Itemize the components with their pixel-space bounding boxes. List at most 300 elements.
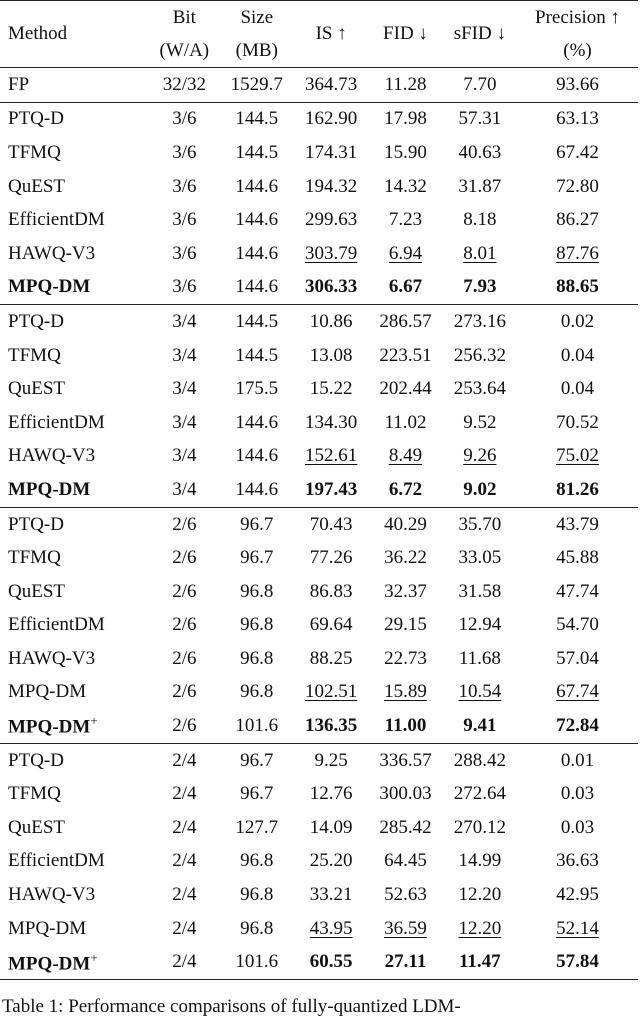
- cell-size: [220, 777, 294, 811]
- method-name: PTQ-D: [8, 749, 64, 771]
- method-name: PTQ-D: [8, 310, 64, 332]
- sfid-value: 7.93: [463, 276, 497, 298]
- cell-is: [294, 305, 368, 339]
- cell-sfid: [443, 203, 517, 237]
- cell-method: [0, 541, 149, 575]
- cell-size: [220, 878, 294, 912]
- cell-fid: [368, 507, 442, 541]
- is-value: 77.26: [309, 547, 353, 569]
- cell-fid: [368, 743, 442, 777]
- cell-size: [220, 305, 294, 339]
- cell-size: [220, 339, 294, 373]
- header-bit-unit: (W/A): [159, 39, 210, 61]
- is-value: 306.33: [305, 276, 358, 298]
- bit-value: 3/6: [172, 108, 197, 130]
- header-is: IS ↑: [294, 1, 368, 68]
- cell-method: [0, 912, 149, 946]
- bit-value: 3/4: [172, 344, 197, 366]
- is-value: 194.32: [305, 175, 358, 197]
- bit-value: 2/6: [172, 580, 197, 602]
- cell-sfid: [443, 507, 517, 541]
- cell-size: [220, 575, 294, 609]
- sfid-value: 14.99: [458, 850, 502, 872]
- table-row: [0, 912, 638, 946]
- cell-is: [294, 203, 368, 237]
- cell-is: [294, 912, 368, 946]
- cell-sfid: [443, 811, 517, 845]
- cell-size: [220, 811, 294, 845]
- table-row: [0, 203, 638, 237]
- size-value: 96.8: [240, 681, 274, 703]
- cell-is: [294, 777, 368, 811]
- is-value: 13.08: [309, 344, 353, 366]
- is-value: 10.86: [309, 310, 353, 332]
- cell-method: [0, 305, 149, 339]
- cell-sfid: [443, 305, 517, 339]
- precision-value: 0.01: [560, 749, 595, 771]
- cell-bit: [149, 777, 220, 811]
- cell-precision: [517, 339, 638, 373]
- sfid-value: 272.64: [453, 783, 506, 805]
- cell-bit: [149, 912, 220, 946]
- sfid-value: 9.26: [463, 445, 497, 467]
- method-name: HAWQ-V3: [8, 242, 96, 264]
- cell-is: [294, 339, 368, 373]
- bit-value: 3/4: [172, 478, 197, 500]
- header-precision-unit: (%): [563, 39, 592, 61]
- method-name: MPQ-DM: [8, 952, 91, 974]
- sfid-value: 40.63: [458, 141, 502, 163]
- is-value: 364.73: [305, 73, 358, 95]
- fid-value: 7.23: [388, 209, 423, 231]
- size-value: 144.6: [235, 411, 279, 433]
- cell-size: [220, 473, 294, 507]
- cell-precision: [517, 811, 638, 845]
- table-row: [0, 237, 638, 271]
- size-value: 144.6: [235, 175, 279, 197]
- cell-fid: [368, 541, 442, 575]
- precision-value: 52.14: [556, 917, 599, 939]
- cell-fid: [368, 676, 442, 710]
- header-row-1: [0, 1, 638, 35]
- cell-is: [294, 642, 368, 676]
- method-name: EfficientDM: [8, 850, 105, 872]
- cell-bit: [149, 271, 220, 305]
- cell-method: [0, 777, 149, 811]
- bit-value: 2/6: [172, 614, 197, 636]
- table-row: [0, 473, 638, 507]
- table-row: [0, 642, 638, 676]
- method-name: MPQ-DM: [8, 716, 91, 738]
- cell-size: [220, 136, 294, 170]
- bit-value: 3/6: [172, 175, 197, 197]
- cell-fid: [368, 845, 442, 879]
- method-name: QuEST: [8, 816, 65, 838]
- bit-value: 3/6: [172, 276, 197, 298]
- is-value: 152.61: [305, 445, 358, 467]
- cell-is: [294, 575, 368, 609]
- fid-value: 6.72: [388, 478, 423, 500]
- size-value: 96.7: [240, 749, 274, 771]
- cell-bit: [149, 709, 220, 743]
- precision-value: 0.03: [560, 816, 595, 838]
- precision-value: 87.76: [556, 242, 599, 264]
- fid-value: 11.02: [384, 411, 427, 433]
- cell-precision: [517, 642, 638, 676]
- size-value: 101.6: [235, 951, 279, 973]
- cell-is: [294, 440, 368, 474]
- sfid-value: 9.52: [463, 411, 497, 433]
- precision-value: 47.74: [556, 580, 599, 602]
- is-value: 33.21: [309, 884, 353, 906]
- cell-bit: [149, 575, 220, 609]
- table-row: [0, 811, 638, 845]
- is-value: 134.30: [305, 411, 358, 433]
- cell-precision: [517, 271, 638, 305]
- bit-value: 3/6: [172, 141, 197, 163]
- cell-size: [220, 68, 294, 103]
- fid-value: 27.11: [384, 951, 427, 973]
- precision-value: 86.27: [556, 209, 599, 231]
- fid-value: 300.03: [379, 783, 432, 805]
- fid-value: 11.28: [384, 73, 427, 95]
- table-row: [0, 170, 638, 204]
- header-size-unit: (MB): [235, 39, 278, 61]
- cell-bit: [149, 170, 220, 204]
- cell-is: [294, 102, 368, 136]
- precision-value: 72.84: [556, 715, 599, 737]
- cell-fid: [368, 203, 442, 237]
- size-value: 144.6: [235, 242, 279, 264]
- cell-bit: [149, 676, 220, 710]
- size-value: 144.6: [235, 276, 279, 298]
- bit-value: 2/4: [172, 816, 197, 838]
- method-name: MPQ-DM: [8, 917, 87, 939]
- precision-value: 0.04: [560, 344, 595, 366]
- cell-fid: [368, 136, 442, 170]
- is-value: 70.43: [309, 513, 353, 535]
- cell-precision: [517, 777, 638, 811]
- cell-sfid: [443, 743, 517, 777]
- size-value: 144.5: [235, 108, 279, 130]
- table-row: [0, 676, 638, 710]
- cell-precision: [517, 912, 638, 946]
- cell-sfid: [443, 676, 517, 710]
- bit-value: 32/32: [162, 73, 206, 95]
- is-value: 14.09: [309, 816, 353, 838]
- cell-size: [220, 203, 294, 237]
- cell-precision: [517, 203, 638, 237]
- precision-value: 88.65: [556, 276, 599, 298]
- table-row: [0, 372, 638, 406]
- is-value: 136.35: [305, 715, 358, 737]
- sfid-value: 7.70: [463, 73, 497, 95]
- method-superscript: +: [90, 713, 98, 729]
- cell-is: [294, 406, 368, 440]
- cell-precision: [517, 507, 638, 541]
- size-value: 101.6: [235, 715, 279, 737]
- precision-value: 72.80: [556, 175, 599, 197]
- cell-method: [0, 68, 149, 103]
- cell-method: [0, 339, 149, 373]
- cell-is: [294, 709, 368, 743]
- method-name: TFMQ: [8, 141, 61, 163]
- fid-value: 40.29: [384, 513, 427, 535]
- precision-value: 67.42: [556, 141, 599, 163]
- header-fid: FID ↓: [368, 1, 442, 68]
- cell-bit: [149, 878, 220, 912]
- cell-size: [220, 102, 294, 136]
- cell-sfid: [443, 339, 517, 373]
- size-value: 96.8: [240, 884, 274, 906]
- size-value: 144.6: [235, 445, 279, 467]
- cell-method: [0, 237, 149, 271]
- is-value: 43.95: [309, 917, 353, 939]
- cell-precision: [517, 541, 638, 575]
- cell-precision: [517, 743, 638, 777]
- sfid-value: 270.12: [453, 816, 506, 838]
- bit-value: 3/6: [172, 209, 197, 231]
- cell-size: [220, 642, 294, 676]
- cell-fid: [368, 777, 442, 811]
- header-precision: Precision ↑: [517, 1, 638, 35]
- cell-precision: [517, 609, 638, 643]
- sfid-value: 12.20: [458, 917, 502, 939]
- table-row: [0, 271, 638, 305]
- cell-method: [0, 136, 149, 170]
- table-row: [0, 878, 638, 912]
- size-value: 96.8: [240, 850, 274, 872]
- fid-value: 36.59: [384, 917, 427, 939]
- cell-precision: [517, 136, 638, 170]
- method-name: HAWQ-V3: [8, 445, 96, 467]
- cell-sfid: [443, 372, 517, 406]
- size-value: 96.8: [240, 917, 274, 939]
- cell-sfid: [443, 609, 517, 643]
- cell-sfid: [443, 575, 517, 609]
- table-row: [0, 136, 638, 170]
- fid-value: 29.15: [384, 614, 427, 636]
- method-name: MPQ-DM: [8, 478, 91, 500]
- cell-is: [294, 609, 368, 643]
- size-value: 144.6: [235, 209, 279, 231]
- is-value: 162.90: [305, 108, 358, 130]
- table-row: [0, 102, 638, 136]
- cell-is: [294, 170, 368, 204]
- fid-value: 8.49: [388, 445, 423, 467]
- bit-value: 2/6: [172, 715, 197, 737]
- fid-value: 32.37: [384, 580, 427, 602]
- is-value: 102.51: [305, 681, 358, 703]
- header-size: Size: [220, 1, 294, 35]
- cell-bit: [149, 339, 220, 373]
- cell-size: [220, 170, 294, 204]
- method-name: PTQ-D: [8, 108, 64, 130]
- cell-precision: [517, 68, 638, 103]
- sfid-value: 9.02: [463, 478, 497, 500]
- cell-is: [294, 136, 368, 170]
- cell-size: [220, 541, 294, 575]
- cell-sfid: [443, 102, 517, 136]
- table-row: [0, 68, 638, 103]
- bit-value: 2/6: [172, 547, 197, 569]
- cell-method: [0, 845, 149, 879]
- method-name: HAWQ-V3: [8, 647, 96, 669]
- cell-sfid: [443, 170, 517, 204]
- cell-size: [220, 440, 294, 474]
- table-row: [0, 609, 638, 643]
- cell-is: [294, 68, 368, 103]
- cell-bit: [149, 440, 220, 474]
- method-name: EfficientDM: [8, 614, 105, 636]
- sfid-value: 11.68: [458, 647, 501, 669]
- cell-sfid: [443, 136, 517, 170]
- size-value: 127.7: [235, 816, 279, 838]
- cell-method: [0, 440, 149, 474]
- cell-size: [220, 845, 294, 879]
- cell-sfid: [443, 777, 517, 811]
- size-value: 144.5: [235, 344, 279, 366]
- cell-sfid: [443, 237, 517, 271]
- method-name: QuEST: [8, 175, 65, 197]
- fid-value: 286.57: [379, 310, 432, 332]
- cell-method: [0, 372, 149, 406]
- cell-sfid: [443, 878, 517, 912]
- sfid-value: 12.20: [458, 884, 502, 906]
- is-value: 88.25: [309, 647, 353, 669]
- method-name: MPQ-DM: [8, 681, 87, 703]
- cell-fid: [368, 945, 442, 979]
- cell-size: [220, 609, 294, 643]
- cell-method: [0, 642, 149, 676]
- bit-value: 2/4: [172, 783, 197, 805]
- is-value: 299.63: [305, 209, 358, 231]
- cell-size: [220, 271, 294, 305]
- size-value: 96.7: [240, 783, 274, 805]
- cell-method: [0, 271, 149, 305]
- fid-value: 336.57: [379, 749, 432, 771]
- cell-precision: [517, 676, 638, 710]
- cell-method: [0, 609, 149, 643]
- fid-value: 202.44: [379, 378, 432, 400]
- table-row: [0, 709, 638, 743]
- bit-value: 2/6: [172, 681, 197, 703]
- cell-size: [220, 406, 294, 440]
- cell-precision: [517, 102, 638, 136]
- cell-sfid: [443, 845, 517, 879]
- cell-is: [294, 237, 368, 271]
- bit-value: 3/4: [172, 378, 197, 400]
- cell-bit: [149, 237, 220, 271]
- table-row: [0, 406, 638, 440]
- table-row: [0, 845, 638, 879]
- bit-value: 2/4: [172, 850, 197, 872]
- sfid-value: 35.70: [458, 513, 502, 535]
- cell-method: [0, 676, 149, 710]
- method-name: QuEST: [8, 378, 65, 400]
- precision-value: 0.04: [560, 378, 595, 400]
- sfid-value: 12.94: [458, 614, 502, 636]
- fid-value: 17.98: [384, 108, 427, 130]
- cell-precision: [517, 170, 638, 204]
- sfid-value: 9.41: [463, 715, 497, 737]
- cell-fid: [368, 305, 442, 339]
- table-row: [0, 575, 638, 609]
- cell-is: [294, 845, 368, 879]
- is-value: 12.76: [309, 783, 353, 805]
- cell-is: [294, 473, 368, 507]
- precision-value: 57.04: [556, 647, 599, 669]
- table-row: [0, 777, 638, 811]
- cell-sfid: [443, 541, 517, 575]
- method-name: HAWQ-V3: [8, 884, 96, 906]
- cell-method: [0, 878, 149, 912]
- bit-value: 3/4: [172, 310, 197, 332]
- cell-precision: [517, 878, 638, 912]
- cell-sfid: [443, 642, 517, 676]
- method-name: TFMQ: [8, 344, 61, 366]
- precision-value: 93.66: [556, 73, 599, 95]
- cell-fid: [368, 642, 442, 676]
- cell-is: [294, 811, 368, 845]
- table-row: [0, 507, 638, 541]
- size-value: 144.5: [235, 141, 279, 163]
- bit-value: 2/4: [172, 951, 197, 973]
- precision-value: 45.88: [556, 547, 599, 569]
- is-value: 303.79: [305, 242, 358, 264]
- fid-value: 223.51: [379, 344, 432, 366]
- method-name: TFMQ: [8, 547, 61, 569]
- cell-method: [0, 102, 149, 136]
- cell-fid: [368, 339, 442, 373]
- cell-size: [220, 507, 294, 541]
- size-value: 96.8: [240, 614, 274, 636]
- table-row: [0, 541, 638, 575]
- cell-sfid: [443, 473, 517, 507]
- precision-value: 70.52: [556, 411, 599, 433]
- cell-precision: [517, 945, 638, 979]
- cell-precision: [517, 709, 638, 743]
- header-bit: Bit: [149, 1, 220, 35]
- size-value: 1529.7: [230, 73, 283, 95]
- cell-method: [0, 170, 149, 204]
- sfid-value: 8.18: [463, 209, 497, 231]
- cell-method: [0, 406, 149, 440]
- bit-value: 3/4: [172, 445, 197, 467]
- fid-value: 64.45: [384, 850, 427, 872]
- cell-size: [220, 237, 294, 271]
- cell-precision: [517, 372, 638, 406]
- bit-value: 2/6: [172, 513, 197, 535]
- sfid-value: 57.31: [458, 108, 502, 130]
- table-body: [0, 68, 638, 980]
- method-name: MPQ-DM: [8, 276, 91, 298]
- sfid-value: 288.42: [453, 749, 506, 771]
- size-value: 144.5: [235, 310, 279, 332]
- fid-value: 15.89: [384, 681, 427, 703]
- method-name: FP: [8, 73, 30, 95]
- size-value: 175.5: [235, 378, 279, 400]
- cell-fid: [368, 271, 442, 305]
- cell-precision: [517, 575, 638, 609]
- fid-value: 285.42: [379, 816, 432, 838]
- cell-is: [294, 743, 368, 777]
- cell-method: [0, 473, 149, 507]
- fid-value: 52.63: [384, 884, 427, 906]
- is-value: 60.55: [309, 951, 353, 973]
- is-value: 174.31: [305, 141, 358, 163]
- cell-bit: [149, 136, 220, 170]
